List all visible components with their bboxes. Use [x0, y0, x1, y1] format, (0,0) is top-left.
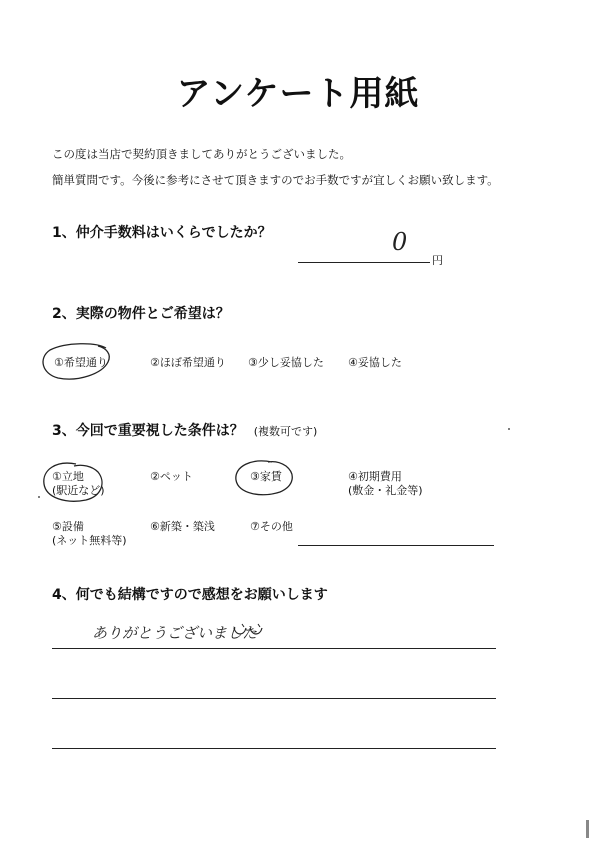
question-3-option-2[interactable] [150, 470, 193, 484]
option-1-sub: (駅近など) [52, 484, 105, 497]
intro-line-1: この度は当店で契約頂きましてありがとうございました。 [52, 147, 351, 161]
question-2-option-1[interactable]: ①希望通り [54, 356, 108, 369]
question-2-label: 2、実際の物件とご希望は？ [52, 306, 230, 322]
option-4-sub: (敷金・礼金等) [348, 484, 423, 497]
question-1-unit: 円 [432, 254, 443, 267]
question-3-circle-mark-2 [228, 456, 304, 502]
page-title: アンケート用紙 [176, 74, 420, 114]
question-4-answer-line-2 [52, 698, 496, 699]
question-3-option-7[interactable] [250, 520, 293, 534]
option-5-main: ⑤設備 [52, 520, 84, 533]
smiley-doodle-icon [230, 622, 270, 642]
intro-line-2: 簡単質問です。今後に参考にさせて頂きますのでお手数ですが宜しくお願い致します。 [52, 173, 499, 187]
question-4-answer[interactable]: ありがとうございました [92, 624, 258, 642]
option-3-main: ③家賃 [250, 470, 282, 483]
option-2-main: ②ペット [150, 470, 193, 483]
scan-edge [586, 820, 589, 838]
question-3-circle-mark-1 [36, 458, 116, 508]
question-4-answer-line-1 [52, 648, 496, 649]
question-1-answer[interactable]: 0 [392, 228, 408, 256]
option-7-main: ⑦その他 [250, 520, 293, 533]
question-4-answer-line-3 [52, 748, 496, 749]
question-3-option-5[interactable] [52, 520, 127, 548]
question-2-circle-mark [36, 340, 116, 386]
question-3-other-line [298, 545, 494, 546]
question-3-option-6[interactable] [150, 520, 215, 534]
question-1-label: 1、仲介手数料はいくらでしたか？ [52, 225, 272, 241]
question-2-option-2[interactable]: ②ほぼ希望通り [150, 356, 226, 369]
question-4-label: 4、何でも結構ですので感想をお願いします [52, 587, 328, 603]
scan-speck [38, 496, 40, 498]
question-3-label [52, 420, 317, 440]
option-4-main: ④初期費用 [348, 470, 402, 483]
question-2-option-4[interactable]: ④妥協した [348, 356, 402, 369]
question-3-title: 3、今回で重要視した条件は？ [52, 423, 244, 439]
option-1-main: ①立地 [52, 470, 84, 483]
scan-speck [508, 428, 510, 430]
option-5-sub: (ネット無料等) [52, 534, 127, 547]
question-1-answer-line [298, 262, 430, 263]
question-3-note: (複数可です) [253, 425, 318, 438]
option-6-main: ⑥新築・築浅 [150, 520, 215, 533]
question-3-option-4[interactable] [348, 470, 423, 498]
question-2-option-3[interactable]: ③少し妥協した [248, 356, 324, 369]
